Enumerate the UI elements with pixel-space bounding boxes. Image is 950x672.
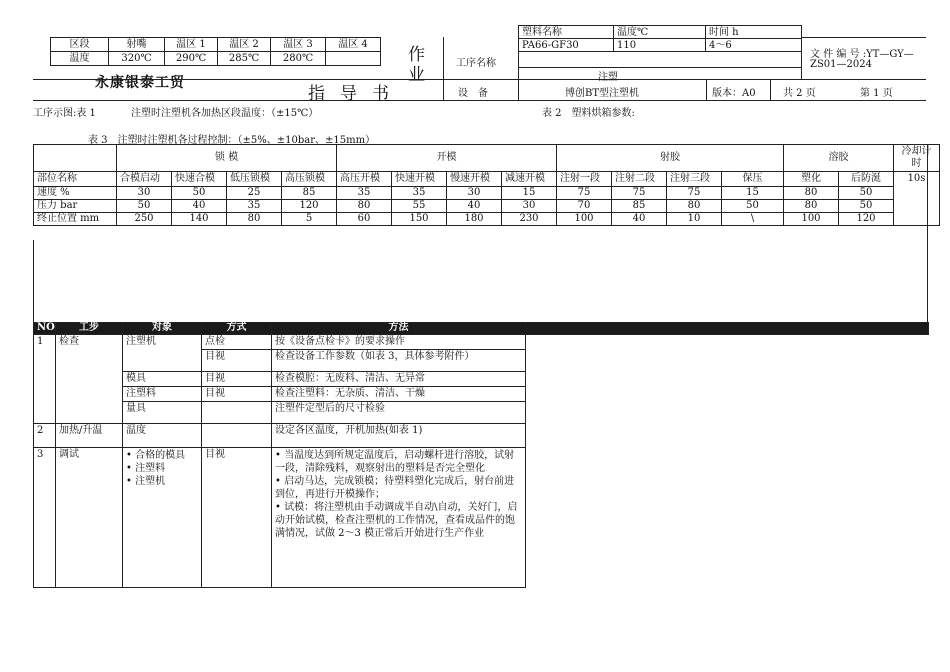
group-header: 开模 — [337, 145, 557, 172]
zone-temp: 285℃ — [218, 52, 271, 66]
process-name-value: 注塑 — [598, 72, 618, 83]
param-value: 120 — [282, 200, 337, 213]
frame-line — [518, 67, 801, 68]
param-value: 15 — [722, 187, 784, 200]
column-header: 高压锁模 — [282, 172, 337, 187]
step-name: 加热/升温 — [56, 424, 123, 448]
column-header: 保压 — [722, 172, 784, 187]
example-caption: 工序示图:表 1 — [33, 108, 96, 119]
param-value: 180 — [447, 213, 502, 226]
param-value: 5 — [282, 213, 337, 226]
frame-line — [927, 144, 928, 322]
param-value: 50 — [172, 187, 227, 200]
param-value: 80 — [667, 200, 722, 213]
param-value: 55 — [392, 200, 447, 213]
column-header: 高压开模 — [337, 172, 392, 187]
group-header: 冷却计时 — [894, 145, 940, 172]
step-mode: 目视 — [202, 350, 272, 372]
group-header: 锁 模 — [117, 145, 337, 172]
frame-line — [33, 100, 926, 101]
material-value-row — [519, 39, 802, 52]
step-name: 检查 — [56, 335, 123, 424]
column-header: 合模启动 — [117, 172, 172, 187]
column-header: 快速开模 — [392, 172, 447, 187]
param-value: 35 — [337, 187, 392, 200]
row-label: 终止位置 mm — [34, 213, 117, 226]
param-row — [34, 187, 940, 200]
frame-line — [33, 79, 443, 80]
column-header: 减速开模 — [502, 172, 557, 187]
step-method: 设定各区温度，开机加热(如表 1) — [272, 424, 526, 448]
part-label: 部位名称 — [34, 172, 117, 187]
frame-line — [443, 37, 444, 100]
param-value: 80 — [227, 213, 282, 226]
param-value: 80 — [784, 187, 839, 200]
equipment-label: 设 备 — [458, 88, 488, 99]
zone-name: 温区 3 — [271, 38, 326, 52]
steps-header: 方法 — [272, 323, 526, 335]
param-value: 75 — [557, 187, 612, 200]
step-method: • 试模：将注塑机由手动调成半自动\自动，关好门，启动开始试模，检查注塑机的工作情况，查看成品件的饱满情况，试做 2～3 模正常后开始进行生产作业 — [275, 502, 518, 539]
total-pages: 共 2 页 — [783, 88, 816, 99]
step-method: 检查模腔：无废料、清洁、无异常 — [272, 372, 526, 387]
frame-line — [770, 79, 771, 100]
param-column-row — [34, 172, 940, 187]
step-object: • 合格的模具 — [126, 450, 186, 461]
column-header: 塑化 — [784, 172, 839, 187]
work-steps-table — [33, 322, 929, 588]
param-value: 15 — [502, 187, 557, 200]
step-number: 1 — [34, 335, 56, 424]
equipment-value: 博创BT型注塑机 — [565, 88, 640, 99]
frame-line — [801, 37, 926, 38]
material-header: 时间 h — [706, 26, 802, 39]
table2-caption: 表 2 塑料烘箱参数: — [542, 108, 635, 119]
param-value: 100 — [557, 213, 612, 226]
frame-line — [443, 79, 926, 80]
column-header: 注射三段 — [667, 172, 722, 187]
step-mode — [202, 402, 272, 424]
zone-temperature-table — [50, 37, 381, 66]
material-value: PA66-GF30 — [519, 39, 614, 52]
step-mode — [202, 424, 272, 448]
param-value: 50 — [722, 200, 784, 213]
step-method: 检查注塑料：无杂质、清洁、干燥 — [272, 387, 526, 402]
step-objects — [123, 448, 202, 588]
column-header: 注射二段 — [612, 172, 667, 187]
material-header-row — [519, 26, 802, 39]
step-number: 3 — [34, 448, 56, 588]
group-header: 射胶 — [557, 145, 784, 172]
step-method: • 当温度达到所规定温度后，启动螺杆进行溶胶，试射一段，清除残料，观察射出的塑料是否完全塑化 — [275, 450, 515, 474]
zone-temp: 280℃ — [271, 52, 326, 66]
group-header: 溶胶 — [784, 145, 894, 172]
material-value: 110 — [614, 39, 706, 52]
step-object: 注塑机 — [123, 335, 202, 372]
param-value: 70 — [557, 200, 612, 213]
temp-row — [51, 52, 381, 66]
material-table — [518, 25, 802, 52]
step-mode: 目视 — [202, 372, 272, 387]
param-value: 230 — [502, 213, 557, 226]
column-header: 慢速开模 — [447, 172, 502, 187]
param-value: 120 — [839, 213, 894, 226]
param-value: 60 — [337, 213, 392, 226]
page-number: 第 1 页 — [860, 88, 893, 99]
param-value: 75 — [667, 187, 722, 200]
version-label: 版本：A0 — [712, 88, 756, 99]
step-methods — [272, 448, 526, 588]
param-value: 40 — [172, 200, 227, 213]
doc-title-char: 作 — [408, 45, 425, 65]
zone-name: 射嘴 — [109, 38, 165, 52]
temp-row-label: 温度 — [51, 52, 109, 66]
param-value: 30 — [117, 187, 172, 200]
param-row — [34, 200, 940, 213]
param-value: 40 — [612, 213, 667, 226]
step-mode: 点检 — [202, 335, 272, 350]
column-header: 快速合模 — [172, 172, 227, 187]
param-row — [34, 213, 940, 226]
doc-title: 指导书 — [308, 84, 404, 104]
zone-name: 温区 1 — [165, 38, 218, 52]
step-method: 注塑件定型后的尺寸检验 — [272, 402, 526, 424]
step-object: 温度 — [123, 424, 202, 448]
param-value: 50 — [839, 187, 894, 200]
step-mode: 目视 — [202, 387, 272, 402]
steps-header: 方式 — [202, 323, 272, 335]
zone-temp: 290℃ — [165, 52, 218, 66]
step-name: 调试 — [56, 448, 123, 588]
param-group-row — [34, 145, 940, 172]
material-value: 4～6 — [706, 39, 802, 52]
row-label: 压力 bar — [34, 200, 117, 213]
step-object: 模具 — [123, 372, 202, 387]
doc-number-cont: ZS01—2024 — [810, 59, 872, 70]
zone-row — [51, 38, 381, 52]
param-value: 80 — [337, 200, 392, 213]
param-value: \ — [722, 213, 784, 226]
step-method: 检查设备工作参数（如表 3，具体参考附件） — [272, 350, 526, 372]
step-object: • 注塑机 — [126, 476, 166, 487]
zone-temp: 320℃ — [109, 52, 165, 66]
param-value: 35 — [392, 187, 447, 200]
steps-header: NO — [34, 323, 56, 335]
param-value: 100 — [784, 213, 839, 226]
param-value: 40 — [447, 200, 502, 213]
param-value: 50 — [839, 200, 894, 213]
cooling-time: 10s — [894, 172, 940, 226]
row-label: 速度 % — [34, 187, 117, 200]
doc-number: 文 件 编 号 :YT—GY— — [810, 49, 914, 60]
param-value: 35 — [227, 200, 282, 213]
param-value: 85 — [282, 187, 337, 200]
frame-line — [706, 79, 707, 100]
step-object: • 注塑料 — [126, 463, 166, 474]
zone-temp — [326, 52, 381, 66]
step-row — [34, 335, 929, 350]
param-value: 25 — [227, 187, 282, 200]
param-value: 50 — [117, 200, 172, 213]
material-header: 塑料名称 — [519, 26, 614, 39]
frame-line — [33, 240, 34, 322]
steps-header-row — [34, 323, 929, 335]
param-value: 10 — [667, 213, 722, 226]
steps-header: 工步 — [56, 323, 123, 335]
material-header: 温度℃ — [614, 26, 706, 39]
table1-caption: 注塑时注塑机各加热区段温度：（±15℃） — [131, 108, 319, 119]
param-value: 80 — [784, 200, 839, 213]
param-value: 150 — [392, 213, 447, 226]
column-header: 注射一段 — [557, 172, 612, 187]
steps-header: 对象 — [123, 323, 202, 335]
param-value: 75 — [612, 187, 667, 200]
process-control-table — [33, 144, 940, 226]
param-value: 30 — [447, 187, 502, 200]
step-method: • 启动马达，完成锁模；待塑料塑化完成后，射台前进到位，再进行开模操作； — [275, 476, 515, 500]
doc-title-char: 业 — [408, 65, 425, 85]
step-object: 注塑料 — [123, 387, 202, 402]
table3-caption: 表 3 注塑时注塑机各过程控制：（±5%、±10bar、±15mm） — [88, 135, 376, 146]
step-mode: 目视 — [202, 448, 272, 588]
zone-name: 温区 4 — [326, 38, 381, 52]
zone-name: 温区 2 — [218, 38, 271, 52]
zone-row-label: 区段 — [51, 38, 109, 52]
step-method: 按《设备点检卡》的要求操作 — [272, 335, 526, 350]
process-name-label: 工序名称 — [456, 58, 496, 69]
step-number: 2 — [34, 424, 56, 448]
param-value: 85 — [612, 200, 667, 213]
param-value: 140 — [172, 213, 227, 226]
step-object: 量具 — [123, 402, 202, 424]
param-value: 250 — [117, 213, 172, 226]
company-name: 永康银泰工贸 — [95, 75, 185, 91]
param-value: 30 — [502, 200, 557, 213]
column-header: 后防涎 — [839, 172, 894, 187]
column-header: 低压锁模 — [227, 172, 282, 187]
